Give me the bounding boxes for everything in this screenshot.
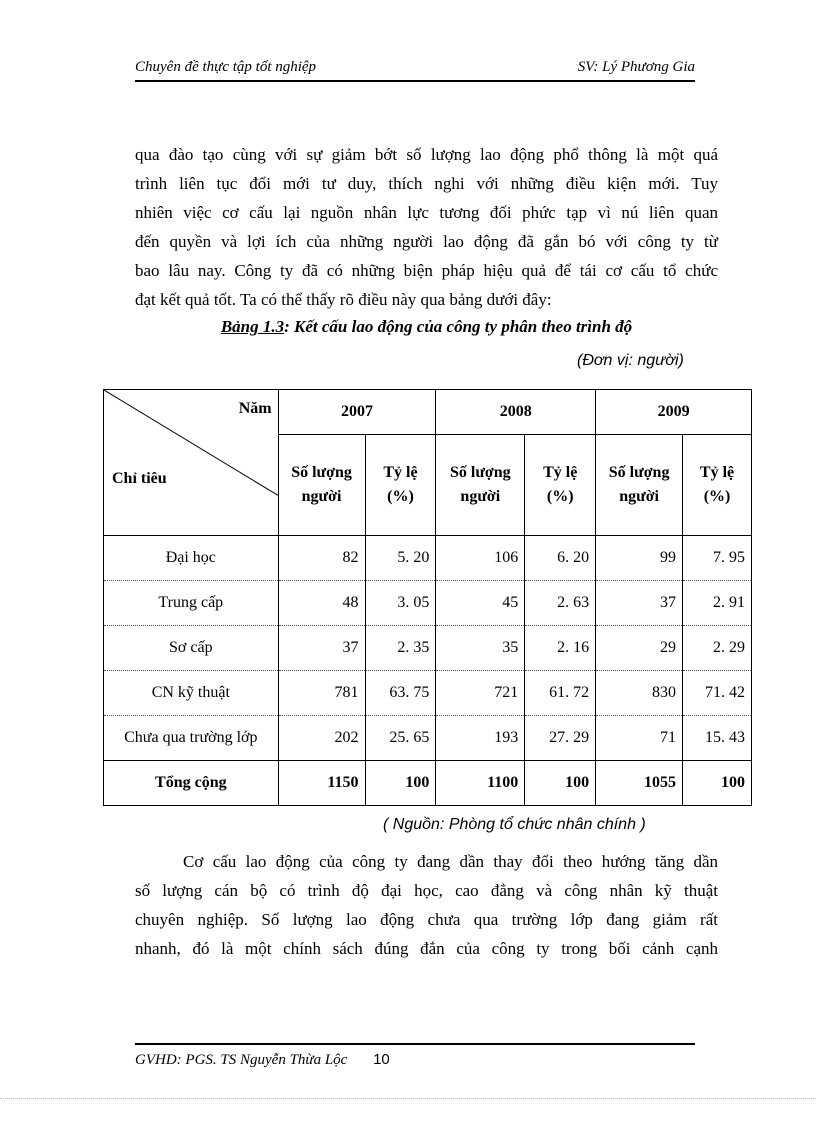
- text-line: đạt kết quả tốt. Ta có thể thấy rõ điều này qua bảng dưới đây:: [135, 290, 552, 309]
- table-row: [104, 536, 752, 581]
- cell: 1100: [436, 761, 525, 806]
- cell: 37: [596, 581, 683, 626]
- cell: 82: [278, 536, 365, 581]
- cell: 7. 95: [683, 536, 752, 581]
- cell: 2. 63: [525, 581, 596, 626]
- cell: 45: [436, 581, 525, 626]
- count-header: Số lượng người: [596, 435, 683, 536]
- count-header: Số lượng người: [436, 435, 525, 536]
- cell: 2. 16: [525, 626, 596, 671]
- page-header: [135, 58, 695, 82]
- cell: 63. 75: [365, 671, 436, 716]
- page-footer: [135, 1043, 695, 1069]
- cell: 29: [596, 626, 683, 671]
- paragraph-intro: [135, 140, 718, 314]
- cell: 193: [436, 716, 525, 761]
- cell: 1150: [278, 761, 365, 806]
- cell: 37: [278, 626, 365, 671]
- text-line: đến quyền và lợi ích của những người lao động đã gắn bó với công ty từ: [135, 232, 718, 251]
- indicator-axis-label: Chỉ tiêu: [112, 470, 167, 487]
- header-title: Chuyên đề thực tập tốt nghiệp: [135, 59, 317, 75]
- cell: 25. 65: [365, 716, 436, 761]
- text-line: chuyên nghiệp. Số lượng lao động chưa qua trường lớp đang giảm rất: [135, 910, 718, 929]
- cell: 830: [596, 671, 683, 716]
- cell: 2. 35: [365, 626, 436, 671]
- text-line: bao lâu nay. Công ty đã có những biện pháp hiệu quả để tái cơ cấu tổ chức: [135, 261, 718, 280]
- labor-structure-table: [103, 389, 752, 806]
- footer-supervisor: GVHD: PGS. TS Nguyễn Thừa Lộc: [135, 1052, 348, 1068]
- text-line: trình liên tục đổi mới tư duy, thích nghi với những điều kiện mới. Tuy: [135, 174, 718, 193]
- row-label: Tổng cộng: [104, 761, 279, 806]
- year-header: 2007: [278, 390, 436, 435]
- cell: 100: [683, 761, 752, 806]
- table-row: [104, 581, 752, 626]
- cell: 27. 29: [525, 716, 596, 761]
- row-label: Trung cấp: [104, 581, 279, 626]
- table-row: [104, 671, 752, 716]
- text-line: nhiên việc cơ cấu lại nguồn nhân lực tương đối phức tạp vì nú liên quan: [135, 203, 718, 222]
- rate-header: Tỷ lệ (%): [365, 435, 436, 536]
- table-caption: [135, 317, 718, 337]
- cell: 61. 72: [525, 671, 596, 716]
- row-label: Đại học: [104, 536, 279, 581]
- cell: 2. 91: [683, 581, 752, 626]
- year-header: 2009: [596, 390, 752, 435]
- cell: 3. 05: [365, 581, 436, 626]
- table-row: [104, 716, 752, 761]
- cell: 15. 43: [683, 716, 752, 761]
- corner-header-cell: [104, 390, 279, 536]
- rate-header: Tỷ lệ (%): [683, 435, 752, 536]
- table-row: [104, 626, 752, 671]
- rate-header: Tỷ lệ (%): [525, 435, 596, 536]
- count-header: Số lượng người: [278, 435, 365, 536]
- cell: 48: [278, 581, 365, 626]
- cell: 721: [436, 671, 525, 716]
- year-axis-label: Năm: [238, 400, 272, 417]
- cell: 6. 20: [525, 536, 596, 581]
- year-header: 2008: [436, 390, 596, 435]
- text-line: số lượng cán bộ có trình độ đại học, cao đẳng và công nhân kỹ thuật: [135, 881, 718, 900]
- cell: 35: [436, 626, 525, 671]
- row-label: Chưa qua trường lớp: [104, 716, 279, 761]
- page-bottom-border: [0, 1098, 816, 1099]
- cell: 100: [365, 761, 436, 806]
- cell: 1055: [596, 761, 683, 806]
- cell: 99: [596, 536, 683, 581]
- text-line: nhanh, đó là một chính sách đúng đắn của công ty trong bối cảnh cạnh: [135, 939, 718, 958]
- paragraph-analysis: [135, 847, 718, 963]
- cell: 2. 29: [683, 626, 752, 671]
- cell: 106: [436, 536, 525, 581]
- text-line: Cơ cấu lao động của công ty đang dần thay đổi theo hướng tăng dần: [183, 852, 718, 871]
- text-line: qua đào tạo cùng với sự giảm bớt số lượng lao động phổ thông là một quá: [135, 145, 718, 164]
- row-label: Sơ cấp: [104, 626, 279, 671]
- caption-label: Bảng 1.3: [220, 317, 285, 336]
- cell: 5. 20: [365, 536, 436, 581]
- unit-note: (Đơn vị: người): [577, 352, 684, 369]
- page-number: 10: [373, 1051, 390, 1068]
- cell: 202: [278, 716, 365, 761]
- caption-text: : Kết cấu lao động của công ty phân theo trình độ: [284, 317, 633, 336]
- cell: 71. 42: [683, 671, 752, 716]
- total-row: [104, 761, 752, 806]
- row-label: CN kỹ thuật: [104, 671, 279, 716]
- table-source: ( Nguồn: Phòng tổ chức nhân chính ): [383, 816, 646, 833]
- cell: 71: [596, 716, 683, 761]
- header-author: SV: Lý Phương Gia: [577, 59, 695, 75]
- cell: 100: [525, 761, 596, 806]
- cell: 781: [278, 671, 365, 716]
